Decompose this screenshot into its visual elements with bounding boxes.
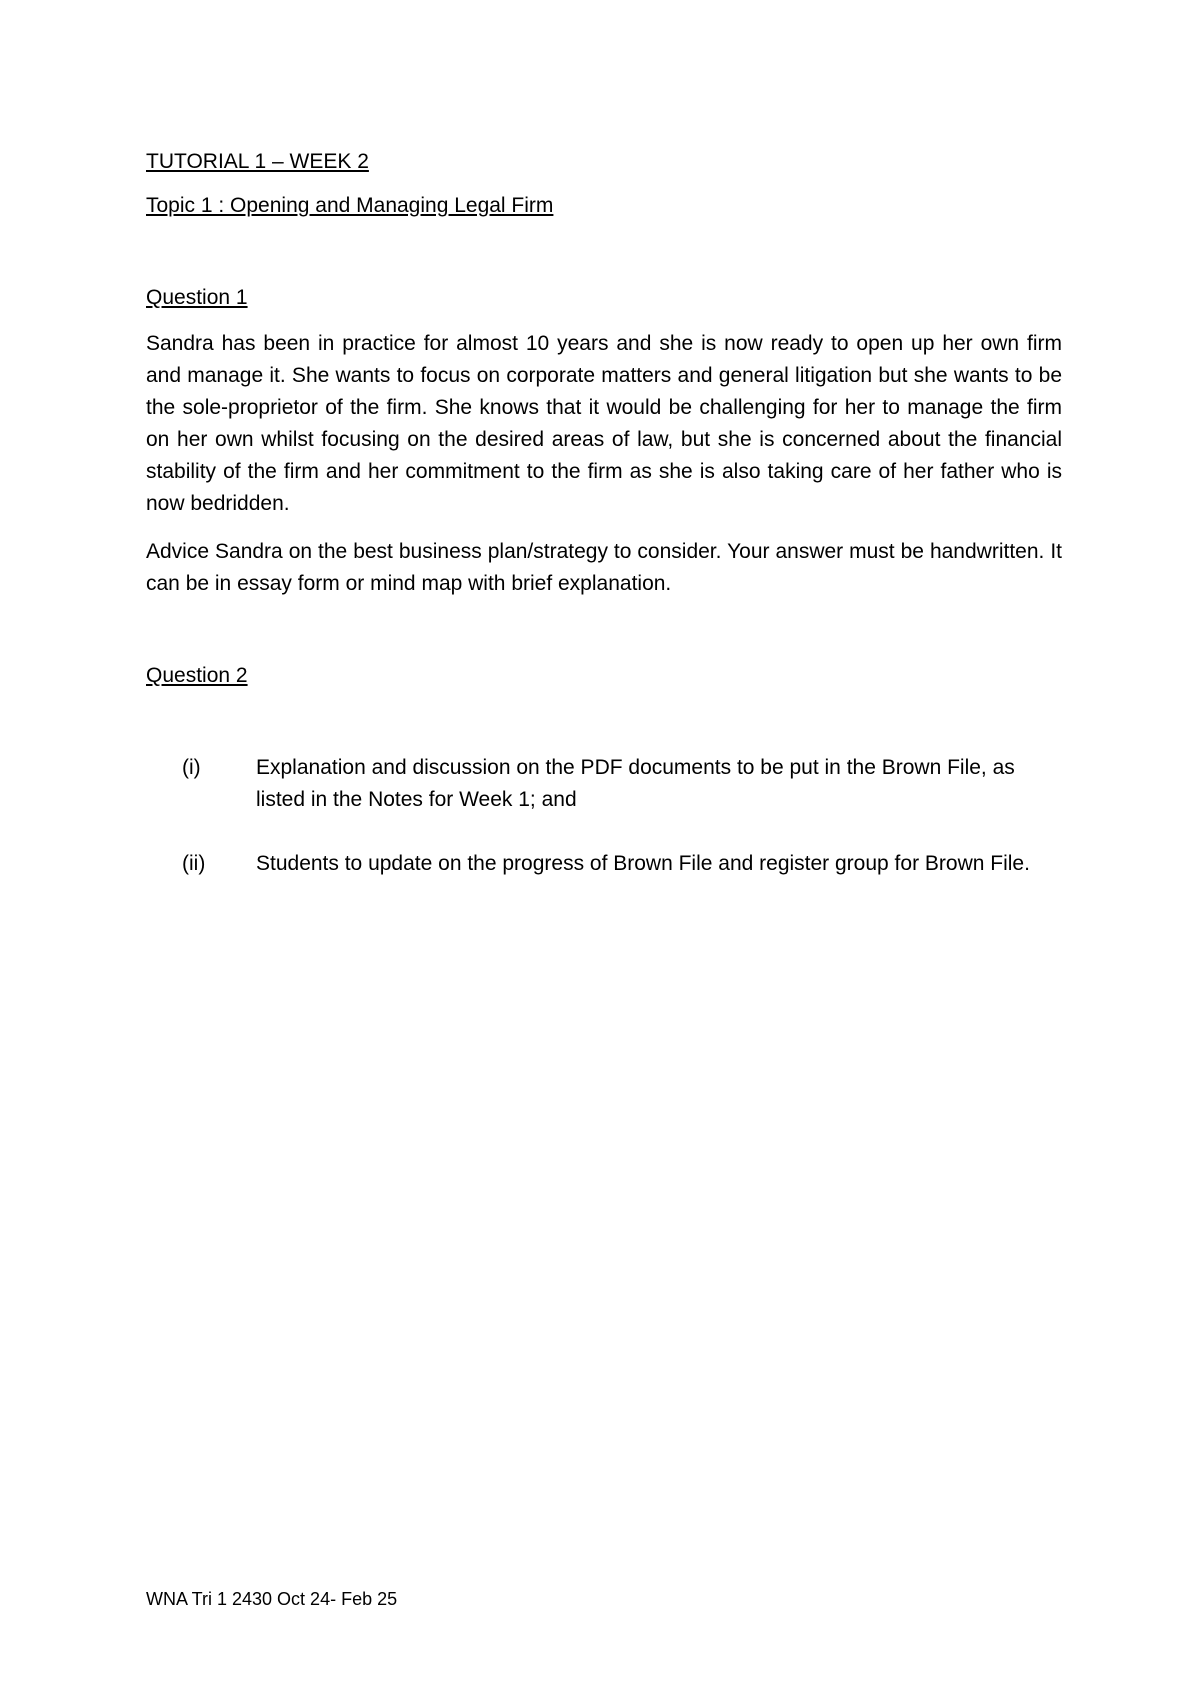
question-1-heading: Question 1 (146, 286, 248, 309)
list-item-number: (i) (182, 756, 201, 779)
question-1-paragraph-2: Advice Sandra on the best business plan/strategy to consider. Your answer must be handwritten. It can be in essay form or mind map with brief explanation. (146, 540, 1062, 595)
question-2-list (146, 752, 1062, 880)
page-footer: WNA Tri 1 2430 Oct 24- Feb 25 (146, 1589, 398, 1609)
document-content (146, 146, 1062, 912)
list-item-text: Students to update on the progress of Brown File and register group for Brown File. (256, 852, 1030, 875)
question-1-paragraph-1: Sandra has been in practice for almost 10 years and she is now ready to open up her own firm and manage it. She wants to focus on corporate matters and general litigation but she wants to be the sole-proprietor of the firm. She knows that it would be challenging for her to manage the firm on her own whilst focusing on the desired areas of law, but she is concerned about the financial stability of the firm and her commitment to the firm as she is also taking care of her father who is now bedridden. (146, 332, 1062, 515)
question-2-heading: Question 2 (146, 664, 248, 687)
list-item-number: (ii) (182, 852, 206, 875)
document-title: TUTORIAL 1 – WEEK 2 (146, 150, 369, 173)
list-item-text: Explanation and discussion on the PDF documents to be put in the Brown File, as listed in the Notes for Week 1; and (256, 756, 1015, 811)
list-item (146, 848, 1062, 880)
list-item (146, 752, 1062, 816)
topic-heading: Topic 1 : Opening and Managing Legal Firm (146, 194, 554, 217)
